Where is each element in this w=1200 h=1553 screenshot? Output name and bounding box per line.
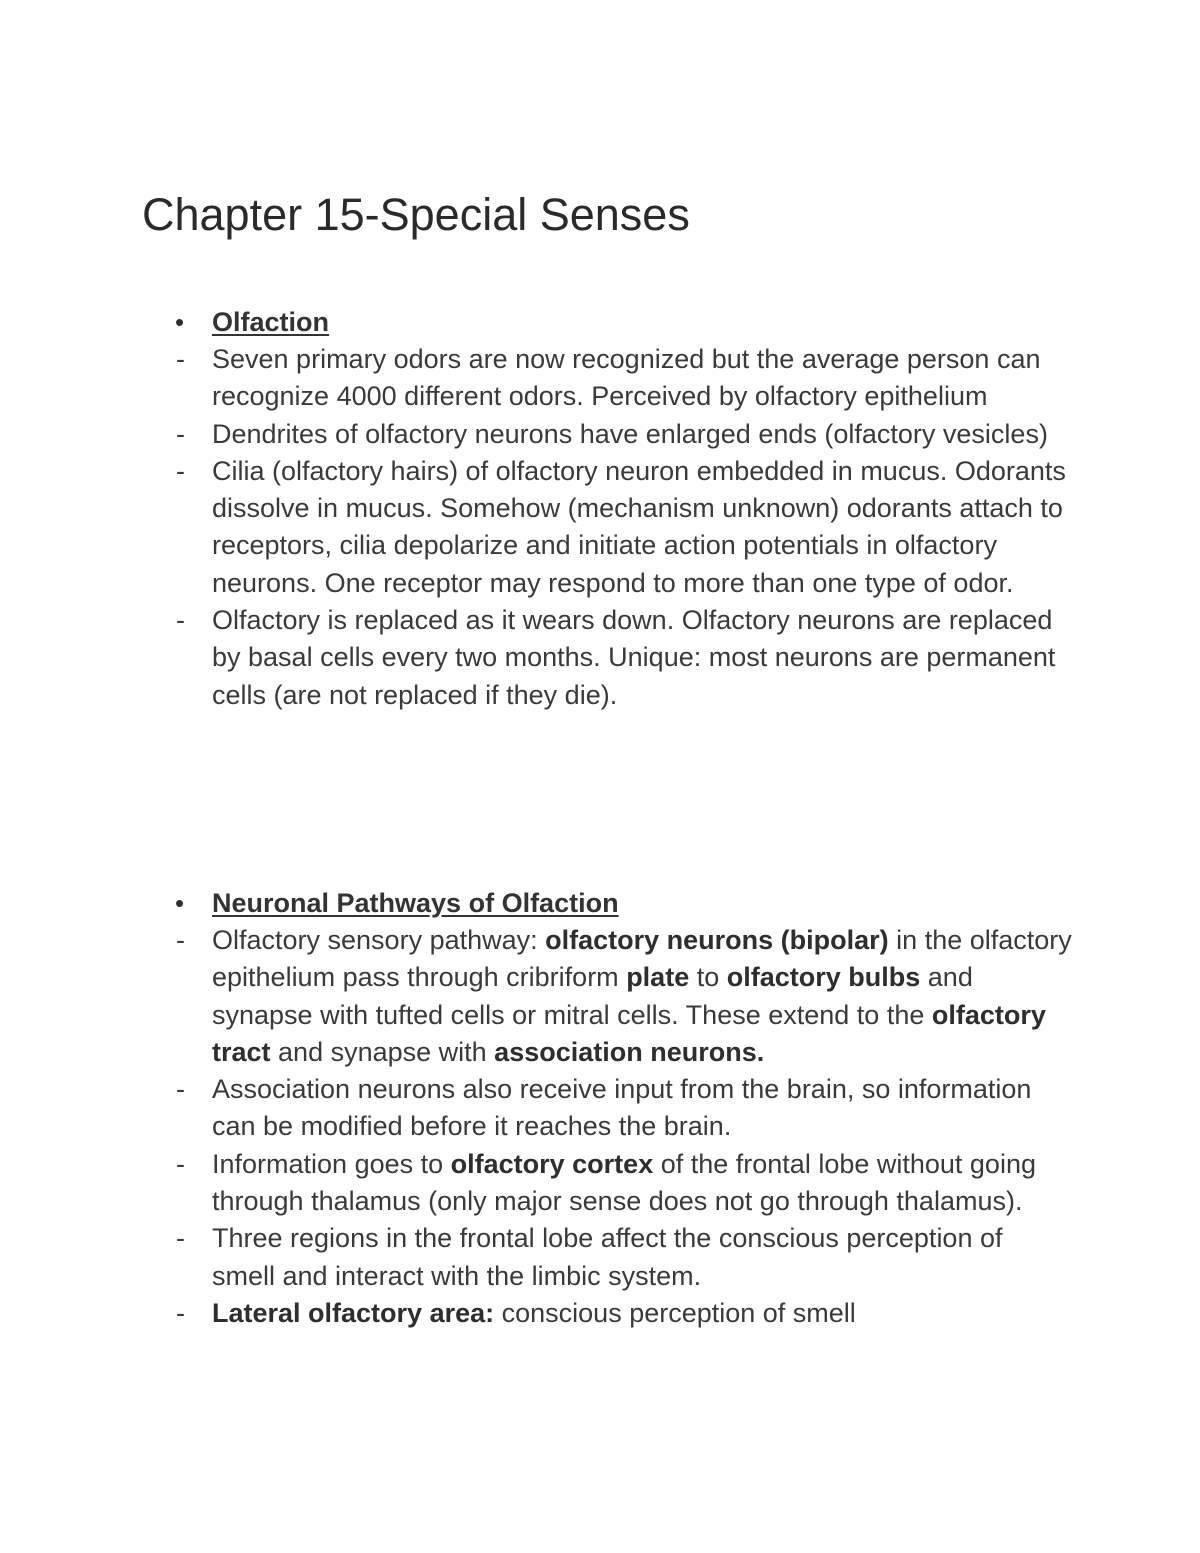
item-text: conscious perception of smell [494, 1297, 856, 1328]
dash-marker: - [176, 344, 185, 374]
item-text: Three regions in the frontal lobe affect the conscious perception of smell and interact with the limbic system. [212, 1223, 1003, 1291]
bold-term: olfactory cortex [450, 1148, 654, 1179]
dash-marker: - [176, 1148, 185, 1179]
list-item [0, 416, 1072, 453]
item-text: in the olfactory epithelium pass through cribriform [212, 925, 1072, 993]
bold-term: association neurons. [494, 1036, 765, 1067]
item-text: to [689, 962, 727, 993]
item-text: Dendrites of olfactory neurons have enlarged ends (olfactory vesicles) [212, 418, 1048, 449]
item-text: and synapse with [270, 1036, 495, 1067]
list-item [0, 1295, 1072, 1332]
bullet-icon: • [175, 888, 185, 918]
list-item [0, 1220, 1072, 1295]
bullet-icon: • [175, 307, 185, 337]
list-item [0, 453, 1072, 602]
bold-term: olfactory neurons (bipolar) [545, 925, 889, 955]
dash-marker: - [176, 1074, 185, 1105]
item-text: Association neurons also receive input from the brain, so information can be modified before it reaches the brain. [212, 1074, 1032, 1142]
list-item [0, 922, 1072, 1071]
dash-marker: - [176, 1223, 185, 1254]
item-text: of the frontal lobe without going through thalamus (only major sense does not go through thalamus). [212, 1148, 1036, 1217]
item-text: Olfactory sensory pathway: [212, 925, 546, 955]
section-heading: Olfaction [212, 307, 330, 337]
bold-term: olfactory bulbs [726, 962, 921, 993]
bold-term: olfactory tract [212, 999, 1046, 1067]
list-item [0, 341, 1072, 416]
dash-marker: - [176, 1297, 185, 1328]
item-text: Information goes to [212, 1148, 451, 1179]
list-item [0, 602, 1072, 714]
page-title: Chapter 15-Special Senses [142, 189, 690, 240]
item-list [0, 341, 1200, 714]
dash-marker: - [176, 605, 185, 636]
section-neuronal-pathways [0, 884, 1200, 1332]
item-text: and synapse with tufted cells or mitral cells. These extend to the [212, 962, 973, 1030]
item-text: Cilia (olfactory hairs) of olfactory neuron embedded in mucus. Odorants dissolve in mucus. Somehow (mechanism unknown) odorants attach to receptors, cilia depolarize and initiate action potentials in olfactory neurons. One receptor may respond to more than one type of odor. [212, 455, 1066, 598]
list-item [0, 1071, 1072, 1146]
bold-term: plate [626, 962, 690, 993]
item-list [0, 922, 1200, 1332]
section-olfaction [0, 303, 1200, 714]
item-text: Seven primary odors are now recognized but the average person can recognize 4000 different odors. Perceived by olfactory epithelium [212, 344, 1041, 412]
section-heading-row [0, 303, 1200, 341]
bold-term: Lateral olfactory area: [212, 1297, 495, 1328]
list-item [0, 1146, 1072, 1221]
item-text: Olfactory is replaced as it wears down. Olfactory neurons are replaced by basal cells every two months. Unique: most neurons are permanent cells (are not replaced if they die). [212, 605, 1056, 710]
section-heading-row [0, 884, 1200, 922]
dash-marker: - [176, 455, 185, 486]
dash-marker: - [176, 925, 185, 955]
section-heading: Neuronal Pathways of Olfaction [212, 888, 619, 918]
dash-marker: - [176, 418, 185, 449]
